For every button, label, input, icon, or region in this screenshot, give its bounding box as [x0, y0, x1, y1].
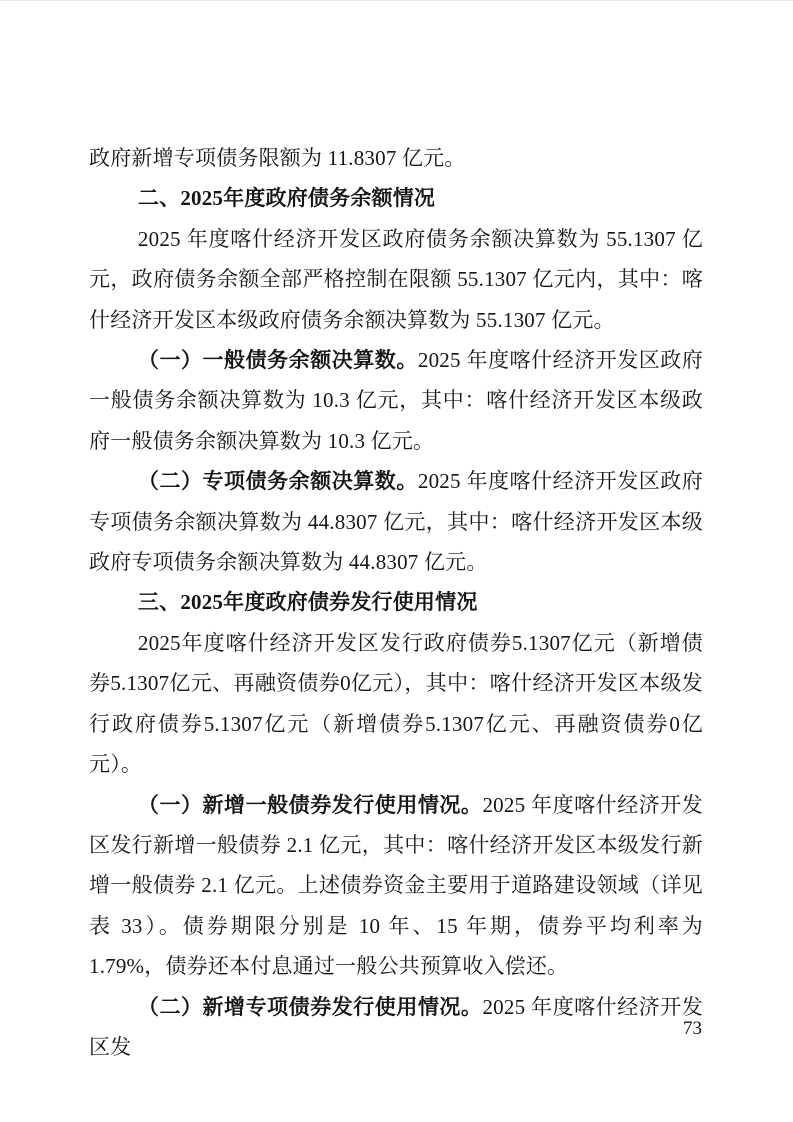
run-in-heading: （二）专项债务余额决算数。	[137, 469, 418, 494]
paragraph-text: 2025年度喀什经济开发区发行政府债券5.1307亿元（新增债券5.1307亿元、再融资债券0亿元），其中：喀什经济开发区本级发行政府债券5.1307亿元（新增债券5.1307亿元、再融资债券0亿元）。	[89, 630, 703, 777]
section-heading-2	[89, 178, 703, 218]
paragraph-bond-issuance	[89, 623, 703, 785]
paragraph-text: 政府新增专项债务限额为 11.8307 亿元。	[89, 146, 466, 170]
run-in-heading: （一）新增一般债券发行使用情况。	[137, 792, 483, 817]
paragraph-text: 2025 年度喀什经济开发区政府债务余额决算数为 55.1307 亿元，政府债务余额全部严格控制在限额 55.1307 亿元内，其中：喀什经济开发区本级政府债务余额决算数为 55.1307 亿元。	[89, 226, 703, 332]
paragraph-debt-balance	[89, 219, 703, 340]
paragraph-special-debt-balance	[89, 461, 703, 582]
paragraph-text: 2025 年度喀什经济开发区发	[89, 994, 703, 1059]
paragraph-new-special-bonds	[89, 987, 703, 1068]
paragraph-text: 2025 年度喀什经济开发区政府专项债务余额决算数为 44.8307 亿元，其中：喀什经济开发区本级政府专项债务余额决算数为 44.8307 亿元。	[89, 469, 703, 575]
heading-text: 三、2025年度政府债券发行使用情况	[137, 590, 478, 615]
paragraph-text: 2025 年度喀什经济开发区政府一般债务余额决算数为 10.3 亿元，其中：喀什经济开发区本级政府一般债务余额决算数为 10.3 亿元。	[89, 348, 703, 453]
section-heading-3	[89, 582, 703, 622]
heading-text: 二、2025年度政府债务余额情况	[137, 186, 436, 211]
run-in-heading: （二）新增专项债券发行使用情况。	[137, 994, 483, 1019]
paragraph-new-general-bonds	[89, 785, 703, 987]
paragraph-continuation	[89, 138, 703, 178]
paragraph-text: 2025 年度喀什经济开发区发行新增一般债券 2.1 亿元，其中：喀什经济开发区本级发行新增一般债券 2.1 亿元。上述债券资金主要用于道路建设领域（详见表 33）。债券期限分别是 10 年、15 年期，债券平均利率为 1.79%，债券还本付息通过一般公共预算收入偿还。	[89, 792, 703, 979]
paragraph-general-debt-balance	[89, 340, 703, 461]
run-in-heading: （一）一般债务余额决算数。	[137, 348, 418, 373]
page-number: 73	[683, 1018, 702, 1039]
